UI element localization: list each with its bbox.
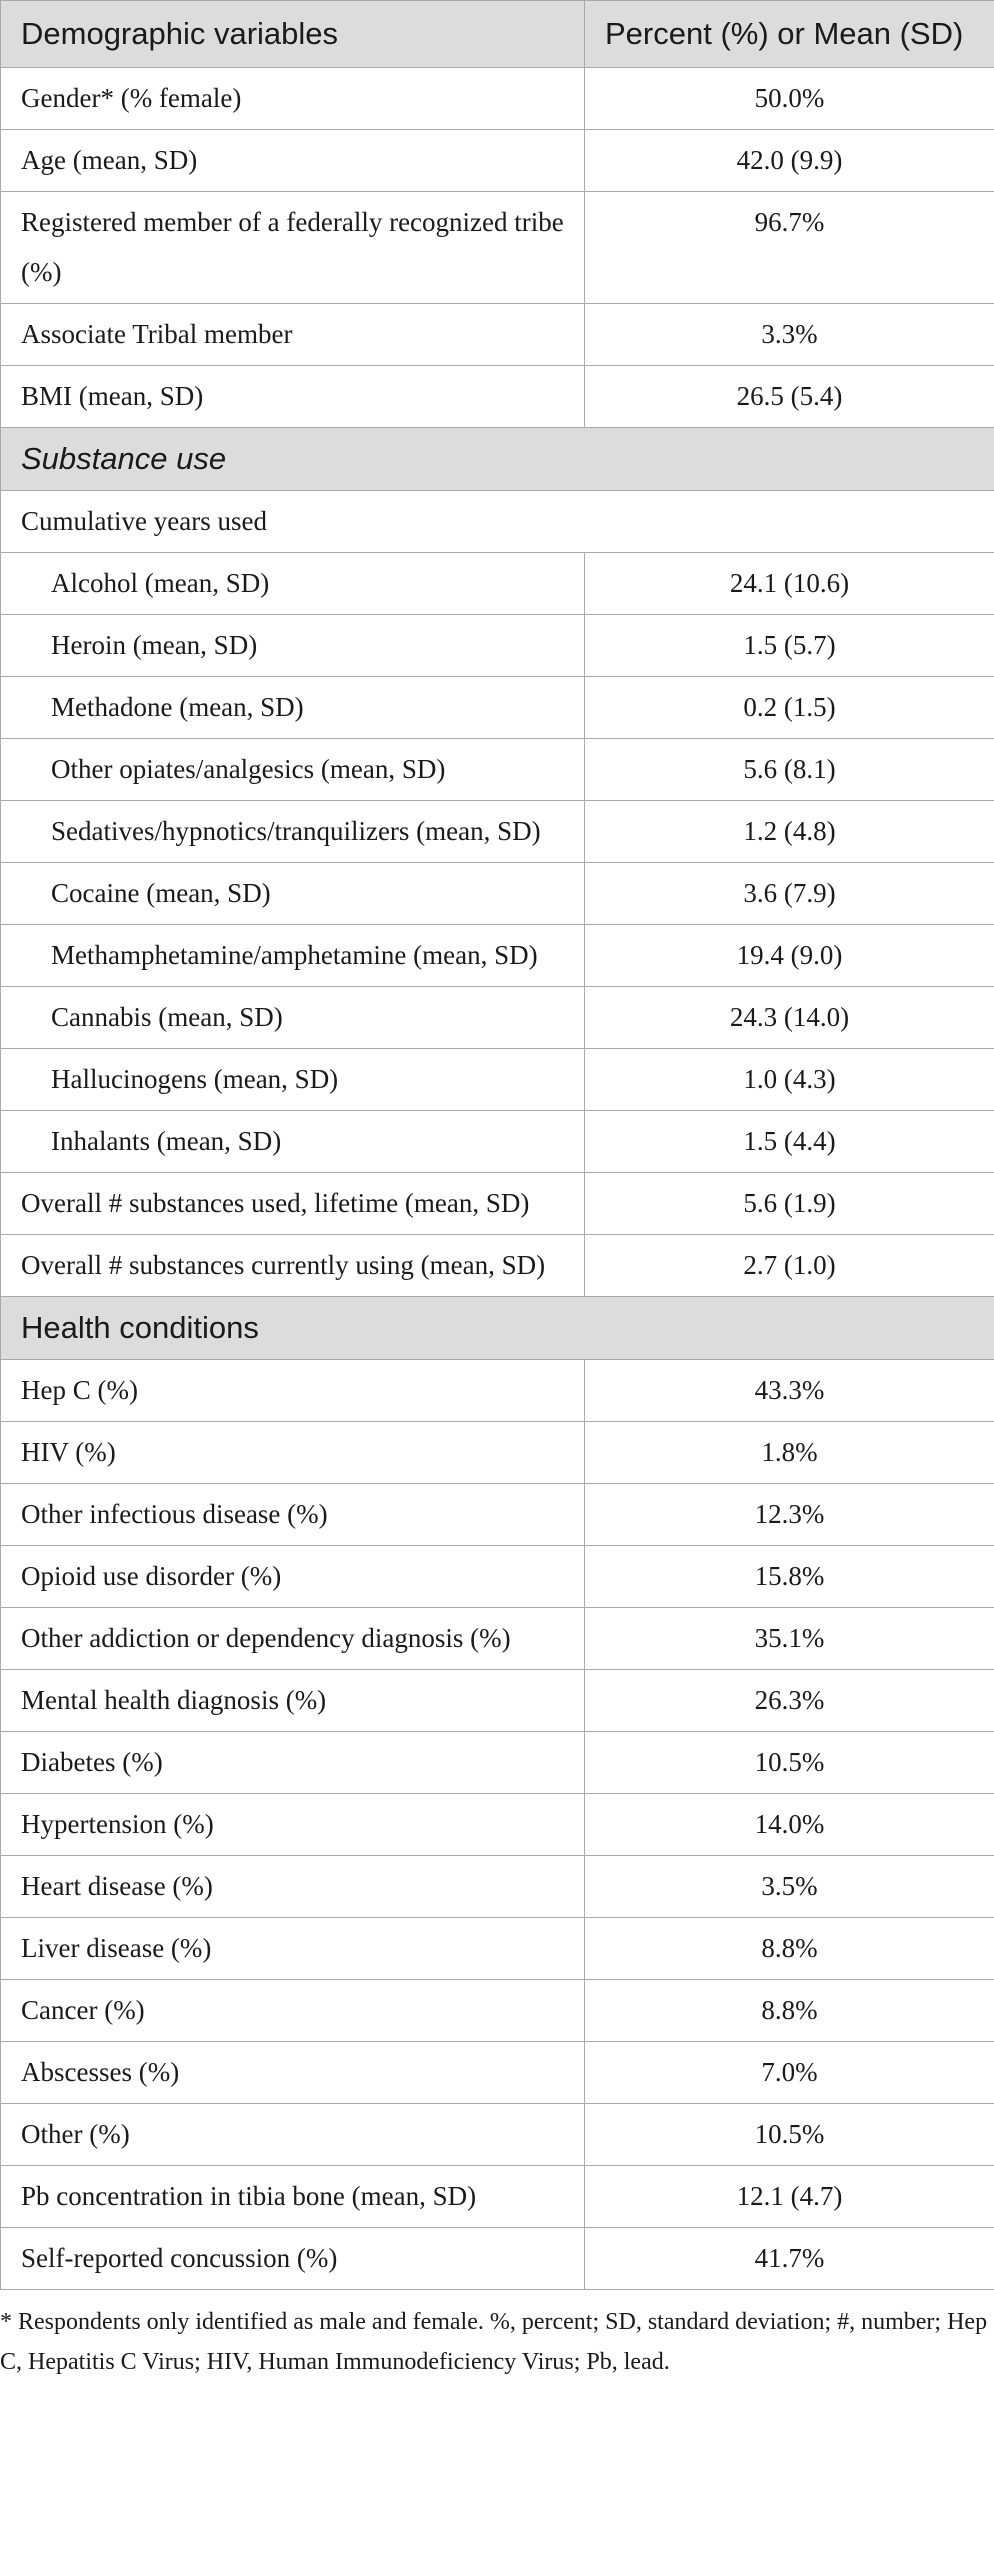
row-value: 0.2 (1.5) xyxy=(585,677,994,739)
row-label: Diabetes (%) xyxy=(1,1732,585,1794)
table-row xyxy=(1,1546,994,1608)
row-value: 14.0% xyxy=(585,1794,994,1856)
row-label: Opioid use disorder (%) xyxy=(1,1546,585,1608)
table-row xyxy=(1,739,994,801)
table-row xyxy=(1,1484,994,1546)
table-row xyxy=(1,615,994,677)
row-value: 50.0% xyxy=(585,68,994,130)
row-label: Inhalants (mean, SD) xyxy=(1,1111,585,1173)
row-value: 15.8% xyxy=(585,1546,994,1608)
row-value: 24.3 (14.0) xyxy=(585,987,994,1049)
row-label: Other addiction or dependency diagnosis (%) xyxy=(1,1608,585,1670)
row-label: Heart disease (%) xyxy=(1,1856,585,1918)
section-title: Health conditions xyxy=(1,1297,994,1360)
row-value: 3.6 (7.9) xyxy=(585,863,994,925)
row-label: Cancer (%) xyxy=(1,1980,585,2042)
row-value: 5.6 (8.1) xyxy=(585,739,994,801)
row-value: 42.0 (9.9) xyxy=(585,130,994,192)
table-row xyxy=(1,366,994,428)
row-label: Registered member of a federally recognized tribe (%) xyxy=(1,192,585,304)
row-label: Other opiates/analgesics (mean, SD) xyxy=(1,739,585,801)
table-row xyxy=(1,1608,994,1670)
row-label: Other (%) xyxy=(1,2104,585,2166)
table-row xyxy=(1,2166,994,2228)
table-header-row xyxy=(1,1,994,68)
row-label: Cocaine (mean, SD) xyxy=(1,863,585,925)
table-row xyxy=(1,1856,994,1918)
row-value: 10.5% xyxy=(585,1732,994,1794)
row-value: 35.1% xyxy=(585,1608,994,1670)
table-row xyxy=(1,1360,994,1422)
row-label: Sedatives/hypnotics/tranquilizers (mean, SD) xyxy=(1,801,585,863)
row-value: 12.3% xyxy=(585,1484,994,1546)
table-row xyxy=(1,677,994,739)
row-value: 1.5 (4.4) xyxy=(585,1111,994,1173)
row-value: 5.6 (1.9) xyxy=(585,1173,994,1235)
header-percent-mean: Percent (%) or Mean (SD) xyxy=(585,1,994,68)
row-value: 12.1 (4.7) xyxy=(585,2166,994,2228)
table-row xyxy=(1,553,994,615)
row-value: 1.8% xyxy=(585,1422,994,1484)
table-body xyxy=(1,68,994,2290)
row-label: HIV (%) xyxy=(1,1422,585,1484)
table-row xyxy=(1,1670,994,1732)
row-value: 41.7% xyxy=(585,2228,994,2290)
row-label: Pb concentration in tibia bone (mean, SD) xyxy=(1,2166,585,2228)
table-row xyxy=(1,1173,994,1235)
row-label: Alcohol (mean, SD) xyxy=(1,553,585,615)
row-label: Methadone (mean, SD) xyxy=(1,677,585,739)
row-label: Gender* (% female) xyxy=(1,68,585,130)
row-label: Liver disease (%) xyxy=(1,1918,585,1980)
section-health-conditions xyxy=(1,1297,994,1360)
table-row xyxy=(1,304,994,366)
row-value: 26.3% xyxy=(585,1670,994,1732)
row-label: Mental health diagnosis (%) xyxy=(1,1670,585,1732)
row-label: BMI (mean, SD) xyxy=(1,366,585,428)
row-label: Associate Tribal member xyxy=(1,304,585,366)
table-row xyxy=(1,2104,994,2166)
row-value: 24.1 (10.6) xyxy=(585,553,994,615)
table-row xyxy=(1,987,994,1049)
row-value: 43.3% xyxy=(585,1360,994,1422)
row-label: Other infectious disease (%) xyxy=(1,1484,585,1546)
row-value: 7.0% xyxy=(585,2042,994,2104)
subheading-cumulative-years: Cumulative years used xyxy=(1,491,994,553)
table-row xyxy=(1,130,994,192)
row-value: 10.5% xyxy=(585,2104,994,2166)
row-value: 1.2 (4.8) xyxy=(585,801,994,863)
row-label: Heroin (mean, SD) xyxy=(1,615,585,677)
row-label: Cannabis (mean, SD) xyxy=(1,987,585,1049)
row-value: 8.8% xyxy=(585,1918,994,1980)
row-label: Overall # substances currently using (mean, SD) xyxy=(1,1235,585,1297)
row-value: 26.5 (5.4) xyxy=(585,366,994,428)
table-row xyxy=(1,1235,994,1297)
table-row xyxy=(1,1918,994,1980)
row-label: Overall # substances used, lifetime (mean, SD) xyxy=(1,1173,585,1235)
table-row xyxy=(1,1049,994,1111)
table-row xyxy=(1,925,994,987)
row-value: 1.5 (5.7) xyxy=(585,615,994,677)
table-row xyxy=(1,1794,994,1856)
table-row xyxy=(1,192,994,304)
table-row xyxy=(1,1111,994,1173)
table-row xyxy=(1,2228,994,2290)
row-value: 2.7 (1.0) xyxy=(585,1235,994,1297)
row-label: Hypertension (%) xyxy=(1,1794,585,1856)
row-label: Hep C (%) xyxy=(1,1360,585,1422)
row-value: 96.7% xyxy=(585,192,994,304)
table-row xyxy=(1,1732,994,1794)
table-row xyxy=(1,2042,994,2104)
table-row xyxy=(1,801,994,863)
table-footnote: * Respondents only identified as male and female. %, percent; SD, standard deviation; #, number; Hep C, Hepatitis C Virus; HIV, Human Immunodeficiency Virus; Pb, lead. xyxy=(0,2309,988,2375)
row-value: 8.8% xyxy=(585,1980,994,2042)
row-label: Age (mean, SD) xyxy=(1,130,585,192)
section-substance-use xyxy=(1,428,994,491)
row-value: 1.0 (4.3) xyxy=(585,1049,994,1111)
row-label: Abscesses (%) xyxy=(1,2042,585,2104)
table-row xyxy=(1,863,994,925)
table-row xyxy=(1,1980,994,2042)
row-label: Self-reported concussion (%) xyxy=(1,2228,585,2290)
header-variables: Demographic variables xyxy=(1,1,585,68)
subheading-row xyxy=(1,491,994,553)
row-value: 3.3% xyxy=(585,304,994,366)
table-row xyxy=(1,1422,994,1484)
row-label: Methamphetamine/amphetamine (mean, SD) xyxy=(1,925,585,987)
row-value: 19.4 (9.0) xyxy=(585,925,994,987)
table-row xyxy=(1,68,994,130)
section-title: Substance use xyxy=(1,428,994,491)
row-value: 3.5% xyxy=(585,1856,994,1918)
row-label: Hallucinogens (mean, SD) xyxy=(1,1049,585,1111)
